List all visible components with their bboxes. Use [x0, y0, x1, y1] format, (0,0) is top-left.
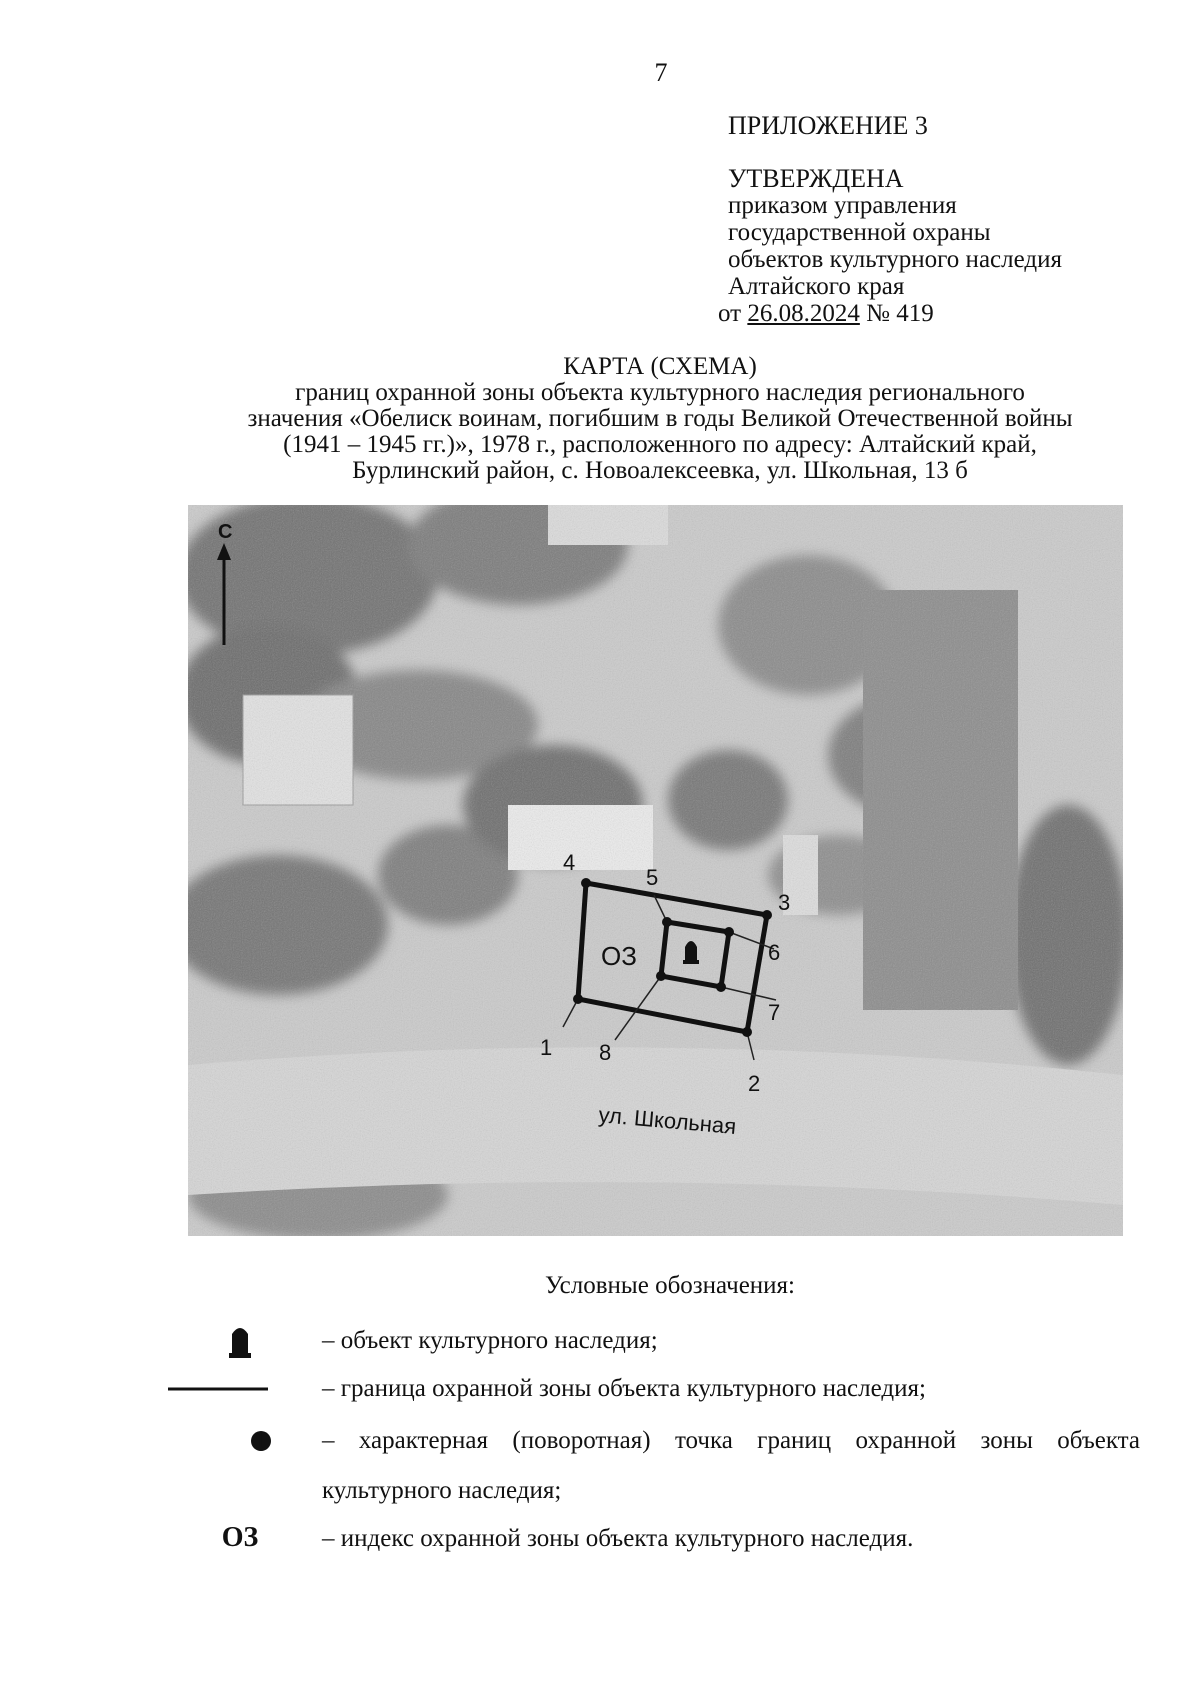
point-5-marker	[662, 917, 672, 927]
approved-label: УТВЕРЖДЕНА	[728, 164, 904, 193]
legend-item-zone-boundary	[190, 1364, 1140, 1414]
point-label-2: 2	[748, 1071, 761, 1096]
legend-title: Условные обозначения:	[544, 1272, 796, 1299]
order-line-1: приказом управления	[728, 192, 957, 219]
point-label-3: 3	[778, 890, 791, 915]
point-1-marker	[573, 994, 583, 1004]
legend-item-heritage-object	[190, 1316, 1140, 1366]
page-number: 7	[654, 58, 668, 87]
order-line-2: государственной охраны	[728, 219, 991, 246]
zone-label: ОЗ	[601, 941, 637, 971]
legend-text-zone-index: – индекс охранной зоны объекта культурного наследия.	[322, 1525, 914, 1552]
from-label: от	[718, 300, 742, 327]
point-label-8: 8	[599, 1040, 612, 1065]
approval-block	[718, 111, 1062, 327]
point-label-1: 1	[540, 1035, 553, 1060]
title-line-4: Бурлинский район, с. Новоалексеевка, ул. Школьная, 13 б	[352, 457, 968, 484]
point-4-marker	[581, 878, 591, 888]
legend-text-turning-point-line-1: – характерная (поворотная) точка границ охранной зоны объекта	[322, 1427, 1140, 1454]
order-number: № 419	[866, 300, 934, 327]
point-8-marker	[656, 971, 666, 981]
appendix-title: ПРИЛОЖЕНИЕ 3	[728, 111, 928, 140]
north-label: С	[218, 521, 233, 543]
monument-legend-icon	[190, 1324, 290, 1358]
order-date: 26.08.2024	[747, 300, 860, 327]
point-label-6: 6	[768, 940, 781, 965]
aerial-map	[188, 505, 1123, 1236]
point-label-7: 7	[768, 1000, 781, 1025]
legend-text-zone-boundary: – граница охранной зоны объекта культурного наследия;	[322, 1375, 926, 1402]
point-label-5: 5	[646, 865, 659, 890]
point-3-marker	[762, 910, 772, 920]
title-line-1: границ охранной зоны объекта культурного наследия регионального	[295, 379, 1025, 406]
title-line-3: (1941 – 1945 гг.)», 1978 г., расположенного по адресу: Алтайский край,	[283, 431, 1037, 458]
order-line-3: объектов культурного наследия	[728, 246, 1062, 273]
legend-text-heritage-object: – объект культурного наследия;	[322, 1327, 658, 1354]
point-6-marker	[724, 927, 734, 937]
order-date-line	[718, 300, 1062, 327]
order-line-4: Алтайского края	[728, 273, 905, 300]
street-label: ул. Школьная	[597, 1102, 738, 1140]
turning-point-legend-number: 1	[254, 1428, 266, 1454]
point-label-4: 4	[563, 850, 576, 875]
title-heading: КАРТА (СХЕМА)	[563, 353, 757, 380]
point-2-marker	[742, 1027, 752, 1037]
legend-text-turning-point-line-2: культурного наследия;	[322, 1477, 562, 1504]
legend-item-zone-index	[190, 1514, 1140, 1564]
document-title	[150, 354, 1170, 484]
legend-item-turning-point	[190, 1416, 1140, 1516]
boundary-line-legend-icon	[168, 1374, 318, 1404]
title-line-2: значения «Обелиск воинам, погибшим в годы Великой Отечественной войны	[247, 405, 1073, 432]
zone-index-legend-symbol: ОЗ	[221, 1522, 259, 1553]
point-7-marker	[716, 982, 726, 992]
